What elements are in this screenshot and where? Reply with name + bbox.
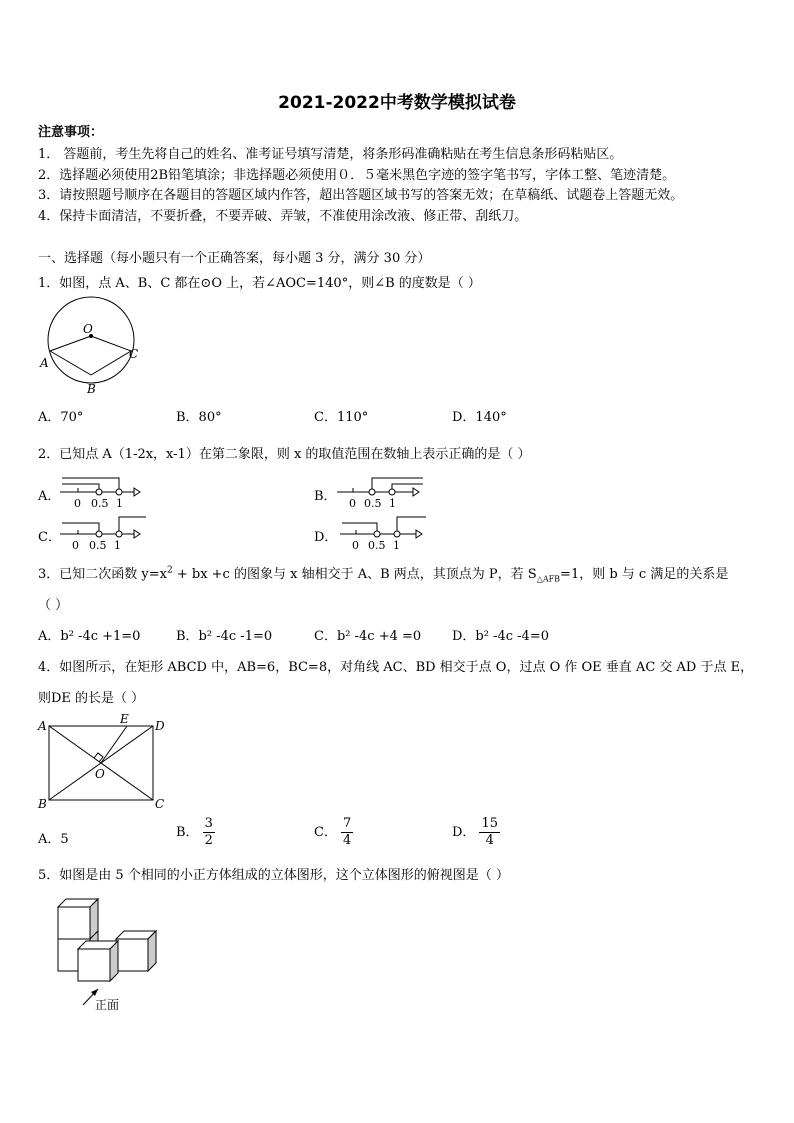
question-4-stem: 4．如图所示，在矩形 ABCD 中，AB=6，BC=8，对角线 AC、BD 相交于点 O，过点 O 作 OE 垂直 AC 交 AD 于点 E， <box>38 660 754 675</box>
front-label: 正面 <box>95 998 120 1012</box>
q1-circle-figure <box>38 295 148 397</box>
label-o: O <box>95 767 105 781</box>
q2-numberline-b <box>335 470 430 510</box>
svg-text:0.5: 0.5 <box>368 539 386 552</box>
notice-heading: 注意事项： <box>38 125 104 140</box>
label-a: A <box>40 356 49 370</box>
q2-option-d[interactable]: D． <box>314 530 338 545</box>
label-c: C <box>129 347 139 361</box>
q1-option-c[interactable]: C．110° <box>314 410 369 425</box>
chord-ab <box>50 351 91 375</box>
svg-text:0.5: 0.5 <box>364 497 382 510</box>
q3-option-a[interactable]: A．b² -4c +1=0 <box>38 629 141 644</box>
label-b: B <box>38 797 47 811</box>
q2-numberline-c <box>58 510 153 552</box>
q1-option-a[interactable]: A．70° <box>38 410 84 425</box>
q3-option-c[interactable]: C．b² -4c +4 =0 <box>314 629 422 644</box>
segment-oe <box>101 726 127 763</box>
q5-cubes-figure <box>50 893 165 1018</box>
q4-rectangle-figure <box>36 712 171 814</box>
q4-option-b[interactable]: B． $\frac{3}{2}$ <box>176 816 213 848</box>
label-b: B <box>87 382 96 396</box>
question-5-stem: 5．如图是由 5 个相同的小正方体组成的立体图形，这个立体图形的俯视图是（ ） <box>38 868 509 883</box>
svg-text:1: 1 <box>114 539 121 552</box>
notice-item-4: 4．保持卡面清洁，不要折叠，不要弄破、弄皱，不准使用涂改液、修正带、刮纸刀。 <box>38 209 528 224</box>
question-3-stem-2: （ ） <box>38 598 69 613</box>
question-4-stem-2: 则DE 的长是（ ） <box>38 691 145 706</box>
q4-option-a[interactable]: A．5 <box>38 832 69 847</box>
svg-text:1: 1 <box>393 539 400 552</box>
section-heading: 一、选择题（每小题只有一个正确答案，每小题 3 分，满分 30 分） <box>38 251 431 266</box>
label-o: O <box>83 322 93 336</box>
label-e: E <box>120 712 129 726</box>
notice-item-3: 3．请按照题号顺序在各题目的答题区域内作答，超出答题区域书写的答案无效；在草稿纸、试题卷上答题无效。 <box>38 188 684 203</box>
q3-option-b[interactable]: B．b² -4c -1=0 <box>176 629 273 644</box>
notice-item-2: 2．选择题必须使用2B铅笔填涂；非选择题必须使用０．５毫米黑色字迹的签字笔书写，字体工整、笔迹清楚。 <box>38 168 676 183</box>
q2-option-a[interactable]: A． <box>38 489 61 504</box>
svg-text:0: 0 <box>352 539 359 552</box>
svg-text:0: 0 <box>349 497 356 510</box>
question-1-stem: 1．如图，点 A、B、C 都在⊙O 上，若∠AOC=140°，则∠B 的度数是（ ） <box>38 276 481 291</box>
radius-oa <box>50 336 91 351</box>
svg-text:0.5: 0.5 <box>89 539 107 552</box>
q4-option-d[interactable]: D． $\frac{15}{4}$ <box>452 816 498 848</box>
svg-text:0: 0 <box>72 539 79 552</box>
q2-option-b[interactable]: B． <box>314 489 337 504</box>
q2-numberline-a <box>58 470 143 510</box>
notice-item-1: 1． 答题前，考生先将自己的姓名、准考证号填写清楚，将条形码准确粘贴在考生信息条形码粘贴区。 <box>38 147 623 162</box>
page-title: 2021-2022中考数学模拟试卷 <box>278 93 516 113</box>
chord-bc <box>91 351 131 375</box>
question-2-stem: 2．已知点 A（1-2x，x-1）在第二象限，则 x 的取值范围在数轴上表示正确的是（ ） <box>38 447 531 462</box>
question-3-stem: 3．已知二次函数 $y=x^2$ + bx +c 的图象与 x 轴相交于 A、B 两点，其顶点为 P，若 $S_{\triangle AFB}=1$，则 b 与 c 满足的关系是 <box>38 565 729 584</box>
q1-option-d[interactable]: D．140° <box>452 410 507 425</box>
q2-numberline-d <box>338 510 433 552</box>
q1-option-b[interactable]: B．80° <box>176 410 222 425</box>
svg-text:0: 0 <box>74 497 81 510</box>
svg-text:1: 1 <box>389 497 396 510</box>
q3-option-d[interactable]: D．b² -4c -4=0 <box>452 629 549 644</box>
svg-text:1: 1 <box>116 497 123 510</box>
svg-text:0.5: 0.5 <box>91 497 109 510</box>
q4-option-c[interactable]: C． $\frac{7}{4}$ <box>314 816 352 848</box>
label-d: D <box>155 719 165 733</box>
radius-oc <box>91 336 131 351</box>
q2-option-c[interactable]: C． <box>38 530 61 545</box>
label-a: A <box>38 719 47 733</box>
label-c: C <box>155 797 165 811</box>
circle-o <box>48 297 134 383</box>
